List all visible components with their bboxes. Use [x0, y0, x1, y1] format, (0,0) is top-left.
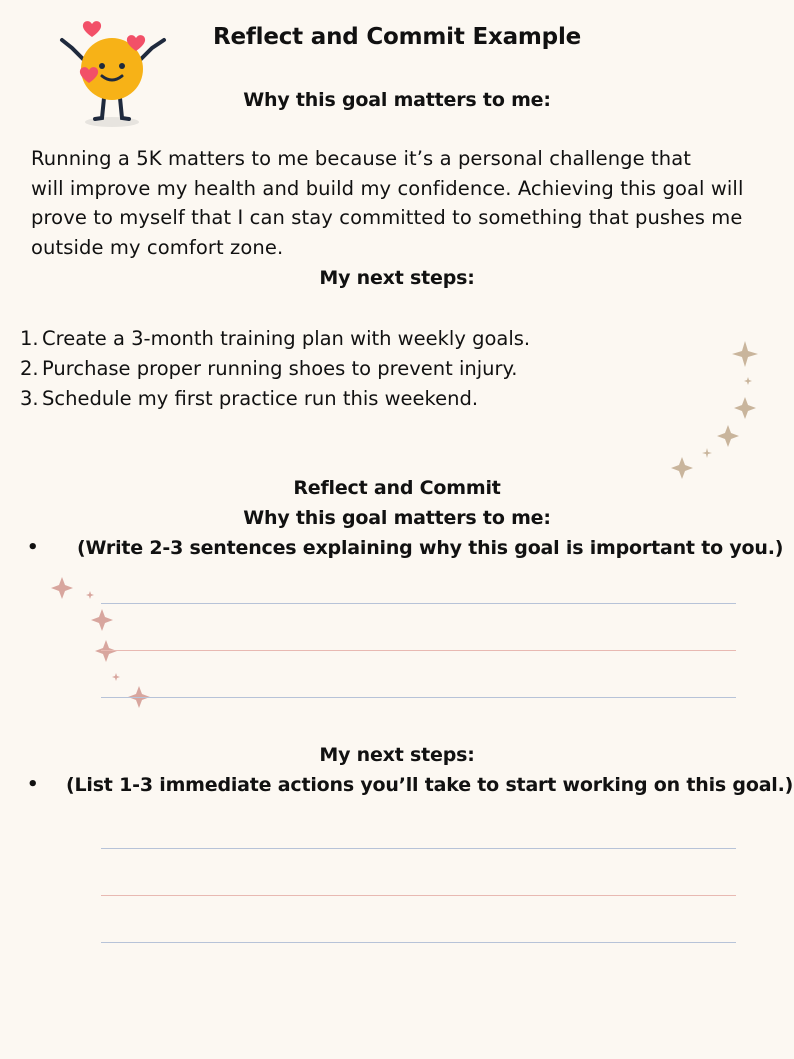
step-number: 1. [20, 327, 39, 350]
example-steps-list [20, 324, 740, 413]
writing-line[interactable] [101, 895, 736, 896]
example-title: Reflect and Commit Example [212, 24, 582, 50]
step-text: Create a 3-month training plan with weekly goals. [42, 327, 531, 350]
writing-line[interactable] [101, 942, 736, 943]
step-text: Purchase proper running shoes to prevent injury. [42, 356, 518, 380]
writing-line[interactable] [101, 603, 736, 604]
list-item [20, 384, 740, 414]
worksheet-title: Reflect and Commit [293, 477, 501, 499]
paragraph-line: will improve my health and build my confidence. Achieving this goal will [31, 176, 744, 200]
paragraph-line: outside my comfort zone. [31, 235, 284, 259]
steps-prompt: (List 1-3 immediate actions you’ll take to start working on this goal.) [66, 774, 794, 796]
example-why-heading: Why this goal matters to me: [243, 89, 551, 111]
bullet: • [27, 774, 39, 795]
step-number: 3. [20, 386, 39, 410]
writing-line[interactable] [101, 848, 736, 849]
paragraph-line: prove to myself that I can stay committed to something that pushes me [31, 206, 743, 229]
list-item [20, 324, 740, 354]
worksheet-why-heading: Why this goal matters to me: [243, 507, 551, 529]
why-prompt: (Write 2-3 sentences explaining why this goal is important to you.) [77, 537, 784, 559]
bullet: • [27, 537, 39, 558]
writing-line[interactable] [101, 650, 736, 651]
worksheet-steps-heading: My next steps: [319, 744, 475, 766]
example-why-paragraph [31, 144, 776, 262]
sparkle-icon [660, 335, 770, 485]
step-number: 2. [20, 356, 39, 380]
writing-line[interactable] [101, 697, 736, 698]
paragraph-line: Running a 5K matters to me because it’s a personal challenge that [31, 147, 692, 170]
step-text: Schedule my first practice run this weekend. [42, 386, 479, 410]
sparkle-icon [45, 575, 160, 710]
list-item [20, 354, 740, 384]
example-steps-heading: My next steps: [319, 267, 475, 289]
